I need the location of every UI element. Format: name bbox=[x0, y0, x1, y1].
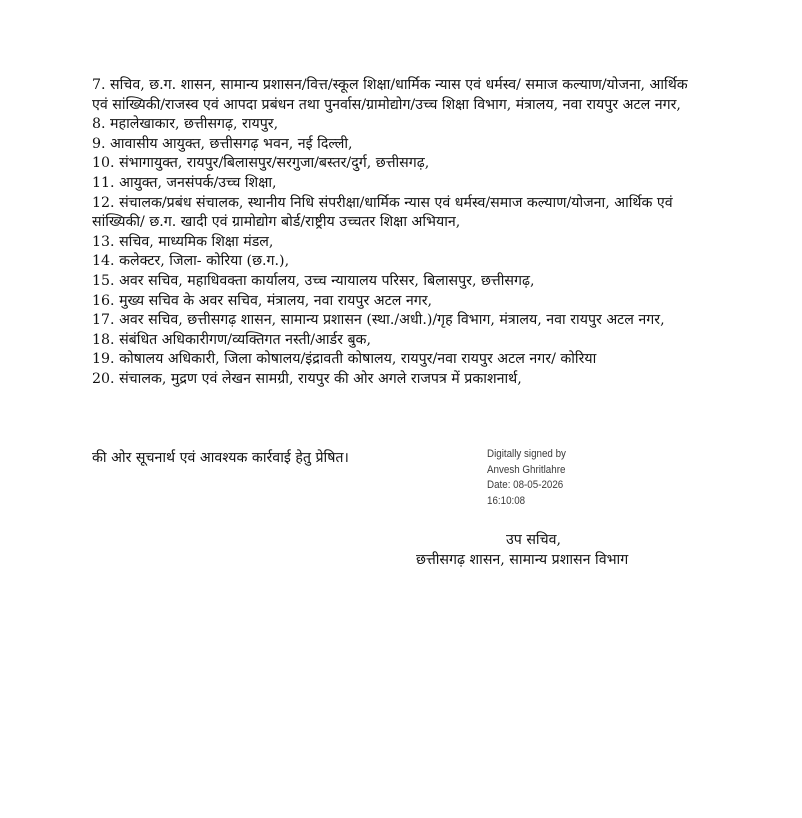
signature-date: Date: 08-05-2026 bbox=[487, 479, 564, 492]
list-item: 20. संचालक, मुद्रण एवं लेखन सामग्री, रायपुर की ओर अगले राजपत्र में प्रकाशनार्थ, bbox=[92, 370, 522, 387]
list-item: 19. कोषालय अधिकारी, जिला कोषालय/इंद्रावती कोषालय, रायपुर/नवा रायपुर अटल नगर/ कोरिया bbox=[92, 351, 597, 368]
closing-text: की ओर सूचनार्थ एवं आवश्यक कार्रवाई हेतु प्रेषित। bbox=[92, 450, 349, 466]
list-item: 10. संभागायुक्त, रायपुर/बिलासपुर/सरगुजा/बस्तर/दुर्ग, छत्तीसगढ़, bbox=[92, 155, 430, 172]
list-item: 8. महालेखाकार, छत्तीसगढ़, रायपुर, bbox=[92, 116, 279, 133]
signatory-block bbox=[410, 530, 660, 570]
list-item: 17. अवर सचिव, छत्तीसगढ़ शासन, सामान्य प्रशासन (स्था./अधी.)/गृह विभाग, मंत्रालय, नवा रायपुर अटल नगर, bbox=[92, 312, 665, 329]
signature-line: Digitally signed by bbox=[487, 448, 566, 460]
signatory-designation: उप सचिव, bbox=[506, 532, 562, 548]
list-item: 18. संबंधित अधिकारीगण/व्यक्तिगत नस्ती/आर्डर बुक, bbox=[92, 331, 371, 348]
distribution-list bbox=[92, 76, 702, 390]
signature-time: 16:10:08 bbox=[487, 494, 526, 507]
list-item: 9. आवासीय आयुक्त, छत्तीसगढ़ भवन, नई दिल्ली, bbox=[92, 135, 353, 152]
signatory-department: छत्तीसगढ़ शासन, सामान्य प्रशासन विभाग bbox=[416, 552, 629, 568]
list-item: 16. मुख्य सचिव के अवर सचिव, मंत्रालय, नवा रायपुर अटल नगर, bbox=[92, 292, 433, 309]
list-item: 11. आयुक्त, जनसंपर्क/उच्च शिक्षा, bbox=[92, 174, 277, 191]
digital-signature-stamp bbox=[487, 447, 566, 509]
list-item: 7. सचिव, छ.ग. शासन, सामान्य प्रशासन/वित्त/स्कूल शिक्षा/धार्मिक न्यास एवं धर्मस्व/ समाज कल्याण/योजना, आर्थिक एवं सांख्यिकी/राजस्व एवं आपदा प्रबंधन तथा पुनर्वास/ग्रामोद्योग/उच्च शिक्षा विभाग, मंत्रालय, नवा रायपुर अटल नगर, bbox=[92, 77, 688, 113]
list-item: 15. अवर सचिव, महाधिवक्ता कार्यालय, उच्च न्यायालय परिसर, बिलासपुर, छत्तीसगढ़, bbox=[92, 272, 535, 289]
list-item: 13. सचिव, माध्यमिक शिक्षा मंडल, bbox=[92, 233, 274, 250]
signature-signer-name: Anvesh Ghritlahre bbox=[487, 463, 566, 476]
list-item: 12. संचालक/प्रबंध संचालक, स्थानीय निधि संपरीक्षा/धार्मिक न्यास एवं धर्मस्व/समाज कल्याण/योजना, आर्थिक एवं सांख्यिकी/ छ.ग. खादी एवं ग्रामोद्योग बोर्ड/राष्ट्रीय उच्चतर शिक्षा अभियान, bbox=[92, 194, 673, 231]
list-item: 14. कलेक्टर, जिला- कोरिया (छ.ग.), bbox=[92, 253, 290, 270]
